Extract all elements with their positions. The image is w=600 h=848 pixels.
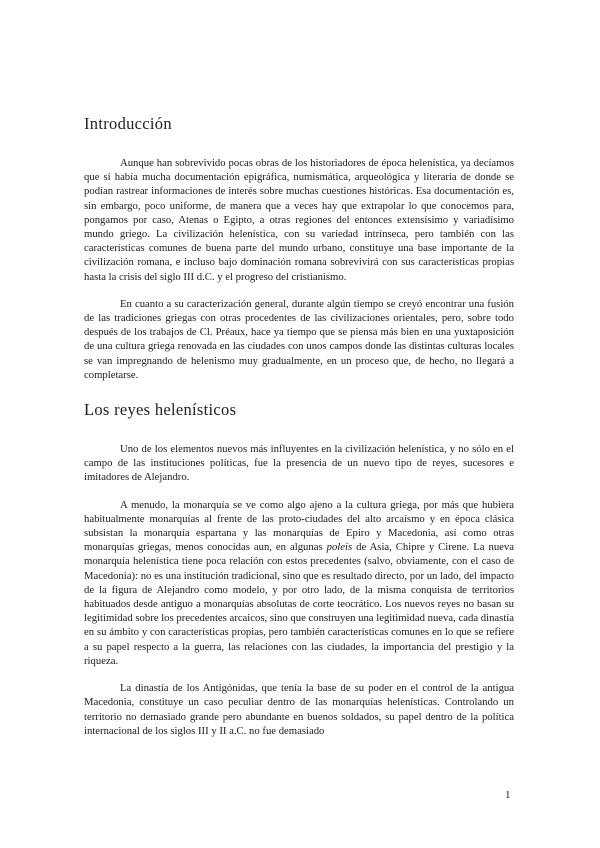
paragraph: Aunque han sobrevivido pocas obras de los historiadores de época helenística, ya decíamos que sí había mucha documentación epigráfica, numismática, arqueológica y literaria de donde se podían rastrear informaciones de interés sobre muchas cuestiones históricas. Esa documentación es, sin embargo, poco uniforme, de manera que a veces hay que extrapolar lo que conocemos para, pongamos por caso, Atenas o Egipto, a otras regiones del entonces extensísimo y variadísimo mundo griego. La civilización helenística, con su variedad intrínseca, pero también con las características comunes de buena parte del mundo urbano, constituye una base importante de la civilización romana, e incluso bajo dominación romana sobrevivirá con sus características propias hasta la crisis del siglo III d.C. y el progreso del cristianismo. — [84, 157, 514, 283]
paragraph-text: A menudo, la monarquía se ve como algo ajeno a la cultura griega, por más que hubiera habitualmente monarquías al frente de las proto-ciudades del alto arcaísmo y en época clásica subsistan la monarquía espartana y las monarquías de Epiro y Macedonia, así como otras monarquías griegas, menos conocidas aun, en algunas — [84, 498, 514, 554]
page-content — [84, 114, 514, 738]
section-heading-introduccion: Introducción — [84, 114, 172, 133]
page-number: 1 — [505, 789, 511, 801]
paragraph — [84, 498, 514, 668]
paragraph: En cuanto a su caracterización general, durante algún tiempo se creyó encontrar una fusión de las tradiciones griegas con otras procedentes de las civilizaciones orientales, pero, sobre todo después de los trabajos de Cl. Préaux, hace ya tiempo que se piensa más bien en una yuxtaposición de una cultura griega renovada en las ciudades con unos campos donde las distintas culturas locales se van impregnando de helenismo muy gradualmente, en un proceso que, de hecho, no llegará a completarse. — [84, 297, 514, 381]
section-heading-reyes-helenisticos: Los reyes helenísticos — [84, 400, 237, 420]
paragraph: La dinastía de los Antigónidas, que tenía la base de su poder en el control de la antigua Macedonia, constituye un caso peculiar dentro de las monarquías helenísticas. Controlando un territorio no demasiado grande pero abundante en buenos soldados, su papel dentro de la política internacional de los siglos III y II a.C. no fue demasiado — [84, 682, 514, 737]
paragraph: Uno de los elementos nuevos más influyentes en la civilización helenística, y no sólo en el campo de las instituciones políticas, fue la presencia de un nuevo tipo de reyes, sucesores e imitadores de Alejandro. — [84, 443, 514, 484]
paragraph-text: de Asia, Chipre y Cirene. La nueva monarquía helenística tiene poca relación con estos precedentes (salvo, obviamente, con el caso de Macedonia): no es una institución tradicional, sino que es resultado directo, por un lado, del impacto de la figura de Alejandro como modelo, y por otro lado, de la misma conquista de territorios habituados desde antiguo a monarquías absolutas de corte teocrático. Los nuevos reyes no basan su legitimidad sobre los precedentes arcaicos, sino que construyen una legitimidad nueva, cada dinastía en su ámbito y con características propias, pero también características comunes en lo que se refiere a su papel respecto a la guerra, las relaciones con las ciudades, la importancia del prestigio y la riqueza. — [84, 541, 515, 667]
italic-term: poleis — [326, 541, 353, 554]
